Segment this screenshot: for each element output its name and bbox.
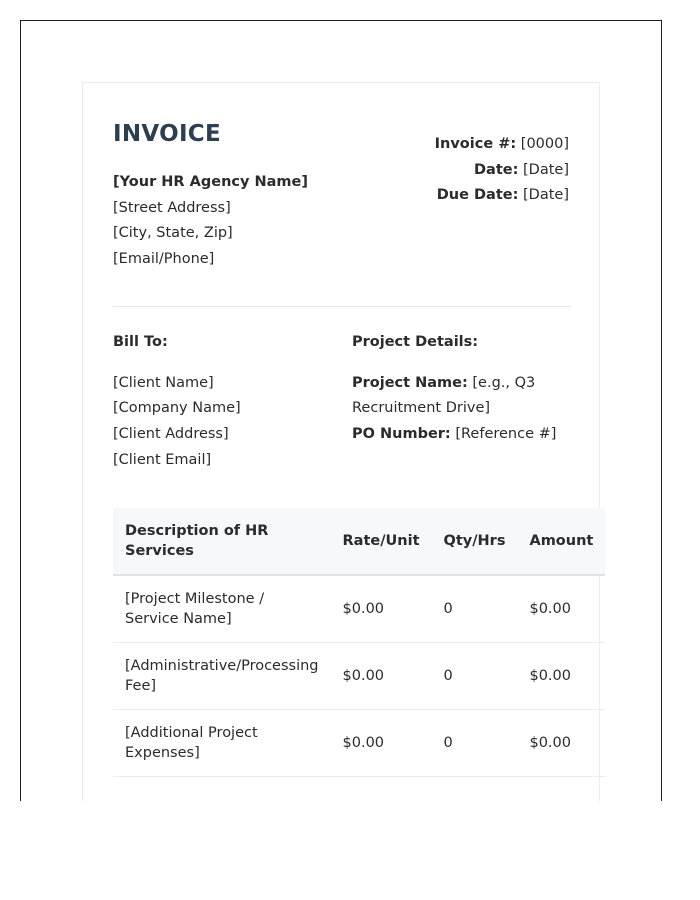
row-qty: 0: [432, 643, 518, 710]
bill-to-heading: Bill To:: [113, 334, 168, 350]
document-viewport[interactable]: [20, 20, 662, 801]
po-number-label: PO Number:: [352, 426, 451, 443]
invoice-number-row: [435, 132, 569, 158]
row-amount: $0.00: [517, 575, 605, 643]
project-name-value: [e.g., Q3 Recruitment Drive]: [352, 374, 536, 417]
invoice-due-date-row: [435, 183, 569, 209]
row-description: [Project Milestone / Service Name]: [113, 575, 331, 643]
invoice-date-row: [435, 158, 569, 184]
services-table: [113, 508, 605, 777]
invoice-card: [82, 82, 600, 801]
agency-name: [Your HR Agency Name]: [113, 174, 308, 190]
agency-city: [City, State, Zip]: [113, 225, 233, 242]
po-number-row: [352, 422, 577, 448]
client-address: [Client Address]: [113, 426, 229, 443]
client-name: [Client Name]: [113, 374, 214, 391]
bill-to-block: [113, 330, 333, 474]
agency-street: [Street Address]: [113, 199, 231, 216]
project-name-label: Project Name:: [352, 374, 468, 391]
project-details-block: [352, 330, 577, 448]
project-details-heading: Project Details:: [352, 334, 479, 350]
invoice-number-label: Invoice #:: [434, 136, 517, 152]
invoice-number-value: [0000]: [520, 136, 569, 152]
row-amount: $0.00: [517, 643, 605, 710]
row-rate: $0.00: [331, 643, 432, 710]
row-description: [Additional Project Expenses]: [113, 710, 331, 777]
agency-block: [113, 170, 308, 273]
table-row: [113, 710, 605, 777]
header-amount: Amount: [517, 508, 605, 575]
header-qty: Qty/Hrs: [432, 508, 518, 575]
row-qty: 0: [432, 575, 518, 643]
header-rate: Rate/Unit: [331, 508, 432, 575]
po-number-value: [Reference #]: [455, 426, 557, 443]
invoice-due-date-value: [Date]: [523, 187, 569, 204]
invoice-title: INVOICE: [113, 121, 222, 147]
header-divider: [113, 306, 571, 307]
row-rate: $0.00: [331, 710, 432, 777]
invoice-date-value: [Date]: [523, 161, 569, 178]
row-rate: $0.00: [331, 575, 432, 643]
row-qty: 0: [432, 710, 518, 777]
invoice-due-date-label: Due Date:: [436, 187, 519, 204]
table-row: [113, 643, 605, 710]
row-description: [Administrative/Processing Fee]: [113, 643, 331, 710]
table-row: [113, 575, 605, 643]
table-header-row: [113, 508, 605, 575]
header-description: Description of HR Services: [113, 508, 331, 575]
invoice-meta: [435, 132, 569, 209]
invoice-date-label: Date:: [474, 161, 519, 178]
agency-contact: [Email/Phone]: [113, 251, 215, 268]
row-amount: $0.00: [517, 710, 605, 777]
project-name-row: [352, 371, 577, 422]
company-name: [Company Name]: [113, 400, 241, 417]
client-email: [Client Email]: [113, 451, 212, 468]
